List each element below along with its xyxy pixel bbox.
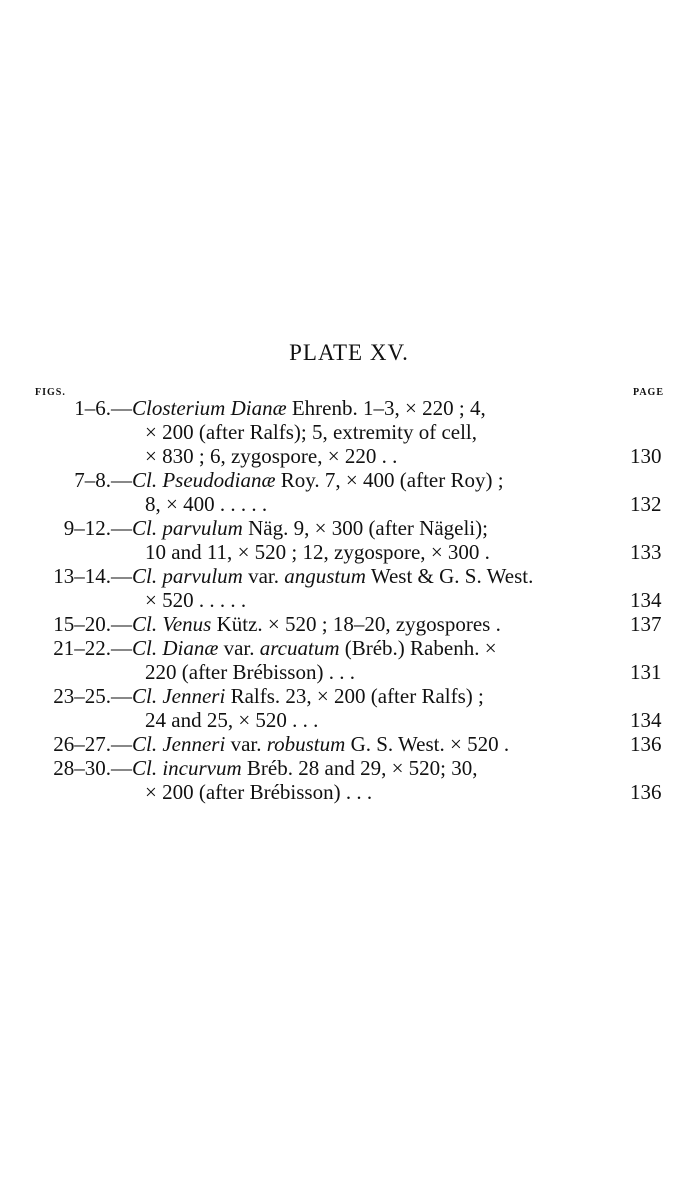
entry-line [0,540,698,564]
plate-entry [0,612,698,636]
entry-description: 10 and 11, × 520 ; 12, zygospore, × 300 . [145,540,490,564]
figure-numbers: 9–12.— [63,516,132,540]
entry-description: Cl. Dianæ var. arcuatum (Bréb.) Rabenh. × [132,636,497,660]
entry-line [0,636,698,660]
figure-numbers: 26–27.— [53,732,132,756]
plate-entry [0,564,698,612]
entry-description: × 520 . . . . . [145,588,247,612]
plate-entry [0,732,698,756]
page-number: 132 [630,492,662,516]
entry-description: Closterium Dianæ Ehrenb. 1–3, × 220 ; 4, [132,396,486,420]
figure-numbers: 28–30.— [53,756,132,780]
plate-entry [0,756,698,804]
entry-description: × 200 (after Brébisson) . . . [145,780,373,804]
page-number: 134 [630,588,662,612]
page-number: 136 [630,732,662,756]
entry-line [0,612,698,636]
entry-line [0,396,698,420]
entry-line [0,444,698,468]
entry-description: × 830 ; 6, zygospore, × 220 . . [145,444,398,468]
entry-description: × 200 (after Ralfs); 5, extremity of cell, [145,420,478,444]
plate-entries-list [0,396,698,804]
entry-line [0,732,698,756]
figure-numbers: 1–6.— [74,396,132,420]
entry-line [0,684,698,708]
figs-column-header: FIGS. [35,387,66,398]
page-number: 133 [630,540,662,564]
entry-description: 24 and 25, × 520 . . . [145,708,319,732]
entry-description: Cl. Pseudodianæ Roy. 7, × 400 (after Roy) ; [132,468,504,492]
figure-numbers: 15–20.— [53,612,132,636]
entry-description: Cl. Jenneri var. robustum G. S. West. × 520 . [132,732,510,756]
entry-line [0,756,698,780]
page-number: 136 [630,780,662,804]
plate-entry [0,468,698,516]
entry-description: 8, × 400 . . . . . [145,492,268,516]
plate-title: PLATE XV. [289,340,409,365]
entry-line [0,420,698,444]
entry-line [0,660,698,684]
figure-numbers: 7–8.— [74,468,132,492]
figure-numbers: 21–22.— [53,636,132,660]
plate-entry [0,636,698,684]
page-number: 130 [630,444,662,468]
plate-entry [0,516,698,564]
entry-description: Cl. Jenneri Ralfs. 23, × 200 (after Ralfs) ; [132,684,484,708]
figure-numbers: 23–25.— [53,684,132,708]
entry-line [0,492,698,516]
entry-line [0,588,698,612]
entry-line [0,516,698,540]
page-number: 131 [630,660,662,684]
plate-entry [0,684,698,732]
page-number: 134 [630,708,662,732]
entry-description: 220 (after Brébisson) . . . [145,660,355,684]
entry-description: Cl. parvulum var. angustum West & G. S. West. [132,564,534,588]
entry-description: Cl. incurvum Bréb. 28 and 29, × 520; 30, [132,756,478,780]
plate-entry [0,396,698,468]
entry-line [0,780,698,804]
entry-line [0,564,698,588]
entry-description: Cl. Venus Kütz. × 520 ; 18–20, zygospores . [132,612,501,636]
page-number: 137 [630,612,662,636]
entry-description: Cl. parvulum Näg. 9, × 300 (after Nägeli); [132,516,488,540]
entry-line [0,468,698,492]
page-column-header: PAGE [632,387,664,398]
figure-numbers: 13–14.— [53,564,132,588]
entry-line [0,708,698,732]
